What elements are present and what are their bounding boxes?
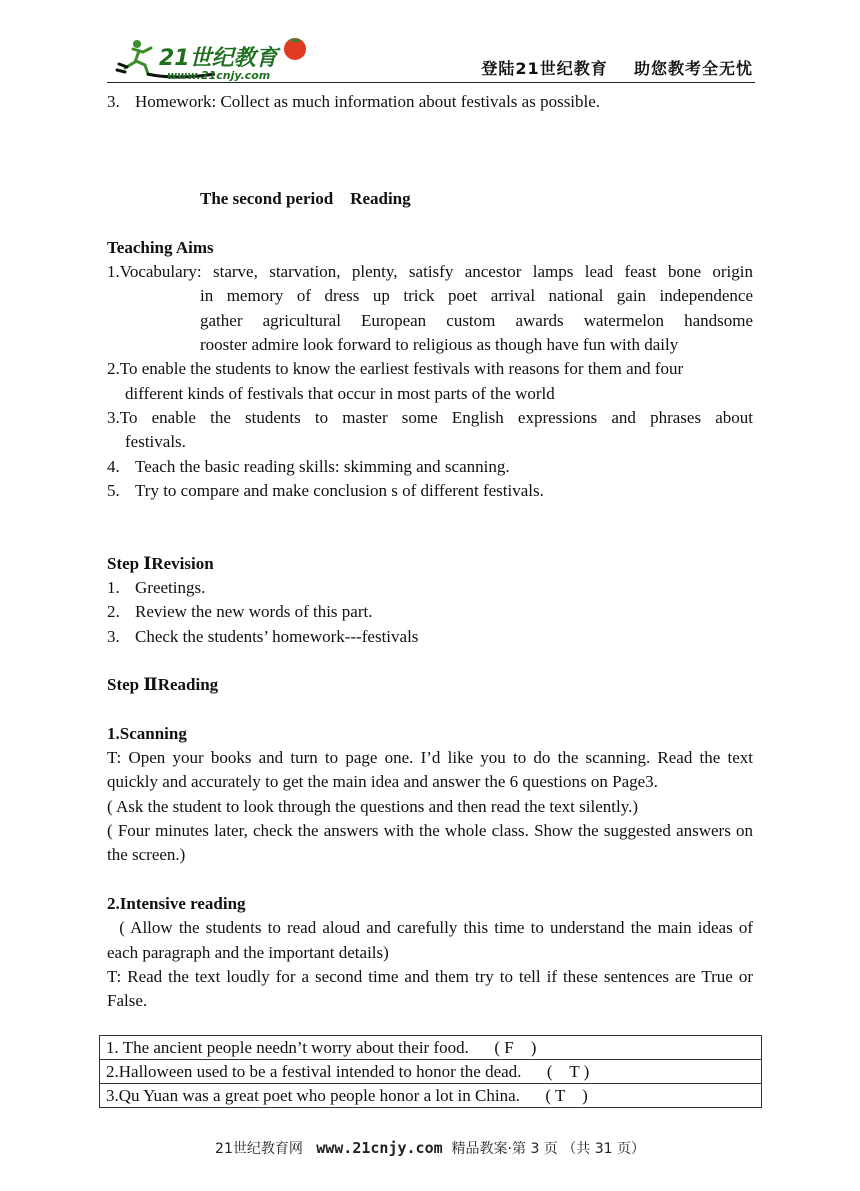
step-2-heading: Step ⅡReading bbox=[107, 675, 219, 695]
site-logo bbox=[115, 34, 315, 82]
table-cell: 1. The ancient people needn’t worry about their food. ( F ) bbox=[100, 1036, 762, 1060]
scanning-paragraph-2: ( Ask the student to look through the questions and then read the text silently.) bbox=[107, 796, 639, 816]
aim-2-line-1: 2.To enable the students to know the earliest festivals with reasons for them and four bbox=[107, 359, 684, 379]
page-footer bbox=[0, 1138, 860, 1158]
intensive-paragraph-1: ( Allow the students to read aloud and carefully this time to understand the main ideas of each paragraph and the important details) bbox=[107, 918, 758, 962]
intensive-reading-heading: 2.Intensive reading bbox=[107, 893, 246, 913]
homework-text: Homework: Collect as much information about festivals as possible. bbox=[135, 92, 601, 111]
list-number: 3. bbox=[107, 626, 120, 646]
list-item bbox=[107, 625, 753, 649]
list-number: 3. bbox=[107, 92, 120, 111]
scanning-paragraph-1: T: Open your books and turn to page one. I’d like you to do the scanning. Read the text quickly and accurately to get the main idea and answer the 6 questions on Page3. bbox=[107, 748, 753, 792]
list-item bbox=[107, 576, 753, 600]
aim-2-line-2: different kinds of festivals that occur in most parts of the world bbox=[125, 383, 555, 403]
list-item-text: Review the new words of this part. bbox=[135, 602, 373, 622]
scanning-paragraph-3: ( Four minutes later, check the answers with the whole class. Show the suggested answers on the screen.) bbox=[107, 821, 753, 865]
list-number: 5. bbox=[107, 480, 120, 500]
slogan-left: 登陆21世纪教育 bbox=[481, 59, 608, 78]
header-slogan bbox=[481, 56, 753, 79]
list-number: 2. bbox=[107, 602, 120, 622]
table-row bbox=[100, 1060, 762, 1084]
table-row bbox=[100, 1036, 762, 1060]
list-item-text: Greetings. bbox=[135, 578, 206, 598]
table-cell: 2.Halloween used to be a festival intended to honor the dead. ( T ) bbox=[100, 1060, 762, 1084]
table-cell: 3.Qu Yuan was a great poet who people honor a lot in China. ( T ) bbox=[100, 1084, 762, 1108]
step-1-heading: Step ⅠRevision bbox=[107, 553, 214, 573]
vocab-line-1: 1.Vocabulary: starve, starvation, plenty, satisfy ancestor lamps lead feast bone origin bbox=[107, 262, 753, 282]
scanning-heading: 1.Scanning bbox=[107, 723, 187, 743]
list-number: 4. bbox=[107, 456, 120, 476]
footer-site-link[interactable]: www.21cnjy.com bbox=[316, 1139, 443, 1157]
footer-left: 21世纪教育网 bbox=[215, 1141, 317, 1157]
header-divider bbox=[107, 82, 755, 83]
slogan-right: 助您教考全无忧 bbox=[633, 59, 753, 78]
vocab-line-4: rooster admire look forward to religious as though have fun with daily bbox=[200, 335, 679, 355]
tomato-icon bbox=[284, 38, 306, 60]
list-item bbox=[107, 600, 753, 624]
vocab-line-3: gather agricultural European custom awards watermelon handsome bbox=[200, 310, 753, 330]
vocab-line-2: in memory of dress up trick poet arrival national gain independence bbox=[200, 286, 753, 306]
table-row bbox=[100, 1084, 762, 1108]
homework-line bbox=[107, 90, 753, 114]
aim-3-line-2: festivals. bbox=[125, 432, 186, 452]
teaching-aims-heading: Teaching Aims bbox=[107, 237, 214, 257]
period-title: The second period Reading bbox=[200, 189, 411, 209]
page-header bbox=[107, 34, 755, 82]
logo-text: 21世纪教育 bbox=[159, 46, 278, 71]
true-false-table bbox=[99, 1035, 762, 1108]
intensive-paragraph-2: T: Read the text loudly for a second time and them try to tell if these sentences are True or False. bbox=[107, 966, 753, 1011]
aim-3-line-1: 3.To enable the students to master some English expressions and phrases about bbox=[107, 407, 753, 427]
aim-5-text: Try to compare and make conclusion s of different festivals. bbox=[135, 480, 544, 500]
list-item-text: Check the students’ homework---festivals bbox=[135, 626, 419, 646]
footer-page-info: 精品教案·第 3 页 （共 31 页） bbox=[442, 1141, 645, 1157]
logo-url: www.21cnjy.com bbox=[167, 69, 271, 82]
aim-4-text: Teach the basic reading skills: skimming and scanning. bbox=[135, 456, 510, 476]
aim-5 bbox=[107, 479, 753, 503]
list-number: 1. bbox=[107, 578, 120, 598]
document-body bbox=[107, 90, 758, 1013]
aim-4 bbox=[107, 455, 753, 479]
